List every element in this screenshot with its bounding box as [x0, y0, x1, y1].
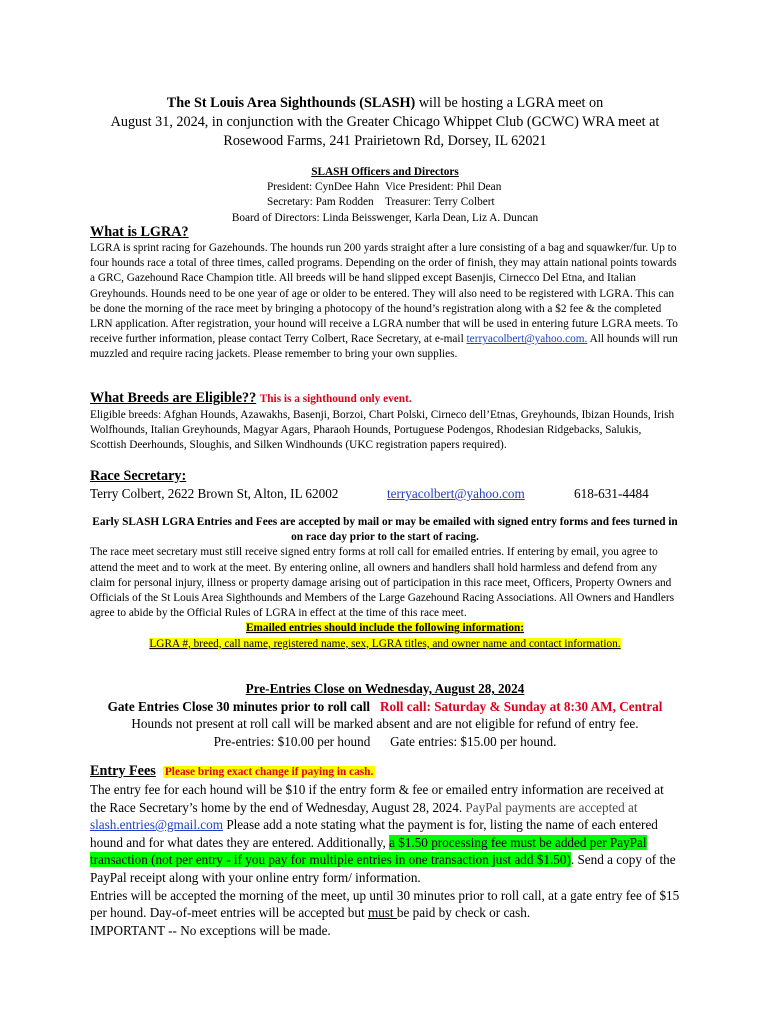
emailed-entries-list-line [90, 637, 680, 652]
breeds-heading [90, 389, 680, 408]
processing-fee-notice: a $1.50 processing fee must be added per PayPal transaction (not per entry - if you pay for multiple entries in one transaction just add $1.50) [90, 834, 647, 868]
vice-president: Vice President: Phil Dean [385, 181, 502, 194]
race-secretary-contact [90, 485, 680, 503]
early-entries-section [90, 515, 680, 652]
secretary-phone: 618-631-4484 [574, 486, 649, 501]
gate-entry-paragraph [90, 887, 680, 922]
important-note: IMPORTANT -- No exceptions will be made. [90, 922, 331, 938]
gate-entries-close: Gate Entries Close 30 minutes prior to roll call [107, 698, 371, 714]
secretary: Secretary: Pam Rodden [267, 196, 374, 209]
entry-fees-p1: The entry fee for each hound will be $10 if the entry form & fee or emailed entry information are received at the Race Secretary’s home by the end of Wednesday, August 28, 2024. [90, 782, 664, 815]
what-is-lgra-heading [90, 223, 680, 241]
paypal-accepted-text: PayPal payments are accepted at [465, 799, 638, 815]
what-is-lgra-section [90, 223, 680, 363]
race-secretary-heading [90, 467, 680, 485]
race-secretary-heading-text: Race Secretary: [90, 468, 187, 484]
gate-roll-call-line [90, 698, 680, 716]
early-entries-body: The race meet secretary must still receive signed entry forms at roll call for emailed entries. If entering by email, you agree to attend the meet and to work at the meet. By entering online, all owners and handlers shall hold harmless and defend from any claim for personal injury, illness or property damage arising out of participation in this race meet, Officers, Property Owners and Officials of the St Louis Area Sighthounds and Members of the Large Gazehound Racing Associations. All Owners and Handlers agree to abide by the Official Rules of LGRA in effect at the time of this race meet. [90, 546, 675, 620]
intro-block [90, 94, 680, 151]
breeds-text: Eligible breeds: Afghan Hounds, Azawakhs, Basenji, Borzoi, Chart Polski, Cirneco dell’Etnas, Greyhounds, Ibizan Hounds, Irish Wolfhounds, Italian Greyhounds, Magyar Agars, Pharaoh Hounds, Portuguese Podengos, Rhodesian Ridgebacks, Salukis, Scottish Deerhounds, Sloughis, and Silken Windhounds (UKC registration papers required). [90, 409, 675, 452]
pre-entries-heading: Pre-Entries Close on Wednesday, August 28, 2024 [245, 681, 525, 696]
what-is-lgra-body-end: All hounds will run muzzled and require racing jackets. Please remember to bring your own supplies. [90, 333, 678, 361]
pre-entry-fee: Pre-entries: $10.00 per hound [213, 733, 371, 749]
emailed-entries-list: LGRA #, breed, call name, registered name, sex, LGRA titles, and owner name and contact information. [149, 637, 621, 650]
board-of-directors: Board of Directors: Linda Beisswenger, Karla Dean, Liz A. Duncan [231, 211, 539, 224]
entry-fees-section [90, 762, 680, 939]
gate-entry-text: Entries will be accepted the morning of the meet, up until 30 minutes prior to roll call, at a gate entry fee of $15 per hound. Day-of-meet entries will be accepted but [90, 887, 680, 921]
intro-line-1 [90, 94, 680, 113]
what-is-lgra-heading-text: What is LGRA? [90, 224, 189, 240]
pre-entries-section [90, 680, 680, 750]
entry-fees-heading-text: Entry Fees [90, 763, 156, 779]
exact-change-note: Please bring exact change if paying in cash. [164, 766, 374, 778]
breeds-heading-text: What Breeds are Eligible?? [90, 390, 257, 406]
early-entries-notice: Early SLASH LGRA Entries and Fees are accepted by mail or may be emailed with signed entry forms and fees turned in on race day prior to the start of racing. [92, 516, 678, 544]
officers-title: SLASH Officers and Directors [311, 166, 459, 178]
entry-fees-p3: . Send a copy of the PayPal receipt along with your online entry form/ information. [90, 852, 676, 885]
what-is-lgra-body: LGRA is sprint racing for Gazehounds. The hounds run 200 yards straight after a lure consisting of a bag and squawker/fur. Up to four hounds race a total of three times, called programs. Depending on the order of finish, they may attain national points towards a GRC, Gazehound Race Champion title. All breeds will be hand slipped except Basenjis, Cirnecco Del Etna, and Italian Greyhounds. Hounds need to be one year of age or older to be entered. They will also need to be registered with LGRA. This can be done the morning of the race meet by bringing a photocopy of the hound’s registration along with a $2 fee & the completed LRN application. After registration, your hound will receive a LGRA number that will be used in entering future LGRA meets. To receive further information, please contact Terry Colbert, Race Secretary, at e-mail [90, 242, 678, 346]
entry-fees-p2: Please add a note stating what the payment is for, listing the name of each entered hound and for what dates they are entered. Additionally, [90, 817, 658, 850]
intro-line-2: August 31, 2024, in conjunction with the Greater Chicago Whippet Club (GCWC) WRA meet at [110, 114, 660, 130]
fees-line [90, 733, 680, 751]
must-emphasis: must [367, 905, 397, 921]
emailed-entries-heading-line [90, 621, 680, 636]
breeds-section [90, 389, 680, 454]
secretary-email[interactable]: terryacolbert@yahoo.com [387, 486, 525, 501]
intro-line-1-rest: will be hosting a LGRA meet on [415, 95, 604, 111]
race-secretary-section [90, 467, 680, 503]
emailed-entries-heading: Emailed entries should include the following information: [245, 622, 525, 635]
officers-row-2 [90, 195, 680, 210]
officers-row-1 [90, 180, 680, 195]
paypal-email-link[interactable]: slash.entries@gmail.com [90, 817, 224, 833]
what-is-lgra-text [90, 241, 680, 363]
treasurer: Treasurer: Terry Colbert [385, 196, 495, 209]
entry-fees-heading [90, 762, 680, 781]
absent-note: Hounds not present at roll call will be marked absent and are not eligible for refund of entry fee. [131, 716, 639, 732]
breeds-note: This is a sighthound only event. [259, 393, 412, 405]
secretary-email-link[interactable]: terryacolbert@yahoo.com. [466, 333, 588, 346]
roll-call-time: Roll call: Saturday & Sunday at 8:30 AM, Central [379, 698, 663, 714]
intro-org-name: The St Louis Area Sighthounds (SLASH) [166, 95, 416, 111]
secretary-address: Terry Colbert, 2622 Brown St, Alton, IL 62002 [90, 486, 339, 501]
intro-line-3: Rosewood Farms, 241 Prairietown Rd, Dorsey, IL 62021 [223, 133, 547, 149]
gate-entry-fee: Gate entries: $15.00 per hound. [390, 733, 557, 749]
officers-block [90, 165, 680, 226]
president: President: CynDee Hahn [267, 181, 380, 194]
entry-fees-body [90, 781, 680, 887]
gate-entry-text-end: be paid by check or cash. [396, 905, 531, 921]
